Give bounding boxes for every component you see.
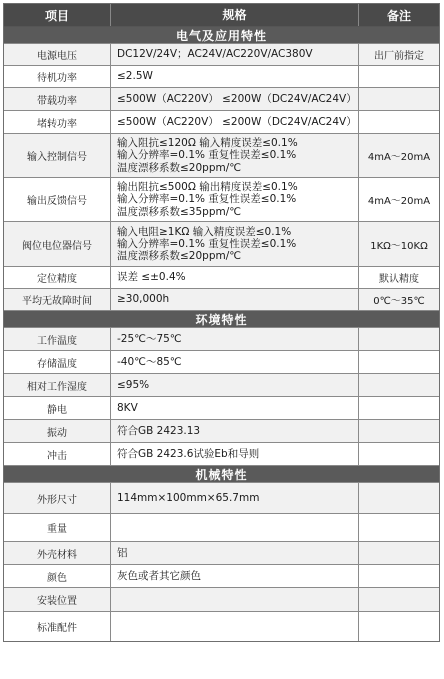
row-spec (111, 514, 359, 541)
table-row (4, 134, 439, 178)
table-row (4, 328, 439, 351)
row-note (359, 612, 439, 641)
row-note (359, 328, 439, 350)
row-spec (111, 374, 359, 396)
row-note: 1KΩ～10KΩ (370, 240, 428, 252)
table-row (4, 565, 439, 588)
row-spec (111, 542, 359, 564)
table-row (4, 222, 439, 267)
spec-line: ≤95% (117, 378, 150, 391)
section-title: 环境特性 (4, 311, 439, 328)
spec-line: -25℃～75℃ (117, 332, 182, 345)
row-spec (111, 565, 359, 587)
spec-line: 输出阻抗≤500Ω 输出精度误差≤0.1% (117, 181, 298, 194)
row-spec (111, 328, 359, 350)
row-spec (111, 134, 359, 177)
row-label: 标准配件 (4, 612, 111, 641)
row-label: 安装位置 (4, 588, 111, 611)
spec-line: ≤500W（AC220V） ≤200W（DC24V/AC24V） (117, 115, 357, 128)
row-label: 电源电压 (4, 44, 111, 65)
row-note (359, 588, 439, 611)
row-label: 待机功率 (4, 66, 111, 87)
section-title: 机械特性 (4, 466, 439, 483)
row-note (359, 542, 439, 564)
row-label: 堵转功率 (4, 111, 111, 133)
row-spec (111, 111, 359, 133)
row-label: 带载功率 (4, 88, 111, 110)
row-label: 工作温度 (4, 328, 111, 350)
row-spec (111, 267, 359, 288)
spec-line: -40℃～85℃ (117, 355, 182, 368)
row-label: 外壳材料 (4, 542, 111, 564)
table-row (4, 66, 439, 88)
row-note: 出厂前指定 (374, 51, 424, 62)
row-note (359, 483, 439, 513)
table-row (4, 542, 439, 565)
row-spec (111, 612, 359, 641)
spec-line: ≥30,000h (117, 293, 170, 306)
spec-line: 输入电阻≥1KΩ 输入精度误差≤0.1% (117, 225, 292, 238)
table-row (4, 483, 439, 514)
header-spec: 规格 (111, 4, 359, 26)
row-spec (111, 88, 359, 110)
row-label: 冲击 (4, 443, 111, 465)
spec-line: 温度漂移系数≤35ppm/℃ (117, 205, 242, 218)
row-label: 平均无故障时间 (4, 289, 111, 310)
row-label: 阀位电位器信号 (4, 222, 111, 266)
section-title: 电气及应用特性 (4, 27, 439, 44)
row-label: 输入控制信号 (4, 134, 111, 177)
table-row (4, 88, 439, 111)
row-spec (111, 443, 359, 465)
row-note: 0℃～35℃ (373, 296, 425, 307)
spec-line: 输入分辨率=0.1% 重复性误差≤0.1% (117, 149, 297, 162)
spec-line: 符合GB 2423.6试验Eb和导则 (117, 447, 260, 460)
table-row (4, 178, 439, 222)
spec-line: 输入分辨率=0.1% 重复性误差≤0.1% (117, 237, 297, 250)
row-spec (111, 178, 359, 221)
row-spec (111, 588, 359, 611)
row-spec (111, 289, 359, 310)
spec-line: ≤500W（AC220V） ≤200W（DC24V/AC24V） (117, 92, 357, 105)
table-row (4, 111, 439, 134)
table-row (4, 397, 439, 420)
row-note (359, 374, 439, 396)
row-label: 存储温度 (4, 351, 111, 373)
row-note: 4mA～20mA (367, 152, 431, 163)
row-note: 默认精度 (379, 274, 419, 285)
header-item: 项目 (4, 4, 111, 26)
row-label: 外形尺寸 (4, 483, 111, 513)
row-spec (111, 397, 359, 419)
spec-line: 铝 (117, 546, 128, 559)
spec-line: 输入阻抗≤120Ω 输入精度误差≤0.1% (117, 137, 298, 150)
row-label: 定位精度 (4, 267, 111, 288)
row-spec (111, 420, 359, 442)
table-row (4, 351, 439, 374)
row-note (359, 565, 439, 587)
row-note (359, 88, 439, 110)
spec-line: 输入分辨率=0.1% 重复性误差≤0.1% (117, 193, 297, 206)
table-row (4, 420, 439, 443)
spec-line: 温度漂移系数≤20ppm/℃ (117, 250, 242, 263)
spec-line: 8KV (117, 401, 138, 414)
spec-line: 灰色或者其它颜色 (117, 569, 201, 582)
spec-line: DC12V/24V；AC24V/AC220V/AC380V (117, 48, 313, 61)
row-label: 颜色 (4, 565, 111, 587)
row-note (359, 66, 439, 87)
table-row (4, 588, 439, 612)
header-note: 备注 (386, 8, 411, 23)
row-note: 4mA～20mA (367, 196, 431, 207)
spec-line: 误差 ≤±0.4% (117, 271, 186, 284)
table-header (4, 4, 439, 27)
spec-table (3, 3, 440, 642)
table-row (4, 267, 439, 289)
table-body (4, 27, 439, 641)
spec-line: 114mm×100mm×65.7mm (117, 491, 260, 504)
row-note (359, 443, 439, 465)
table-row (4, 374, 439, 397)
row-label: 重量 (4, 514, 111, 541)
table-row (4, 612, 439, 641)
row-label: 静电 (4, 397, 111, 419)
spec-line: ≤2.5W (117, 70, 153, 83)
table-row (4, 289, 439, 311)
row-label: 输出反馈信号 (4, 178, 111, 221)
row-label: 振动 (4, 420, 111, 442)
table-row (4, 514, 439, 542)
row-spec (111, 222, 359, 266)
table-row (4, 443, 439, 466)
row-spec (111, 66, 359, 87)
row-spec (111, 351, 359, 373)
row-spec (111, 44, 359, 65)
spec-line: 温度漂移系数≤20ppm/℃ (117, 161, 242, 174)
row-note (359, 420, 439, 442)
row-label: 相对工作湿度 (4, 374, 111, 396)
row-note (359, 351, 439, 373)
spec-line: 符合GB 2423.13 (117, 424, 201, 437)
row-spec (111, 483, 359, 513)
table-row (4, 44, 439, 66)
row-note (359, 111, 439, 133)
row-note (359, 397, 439, 419)
row-note (359, 514, 439, 541)
